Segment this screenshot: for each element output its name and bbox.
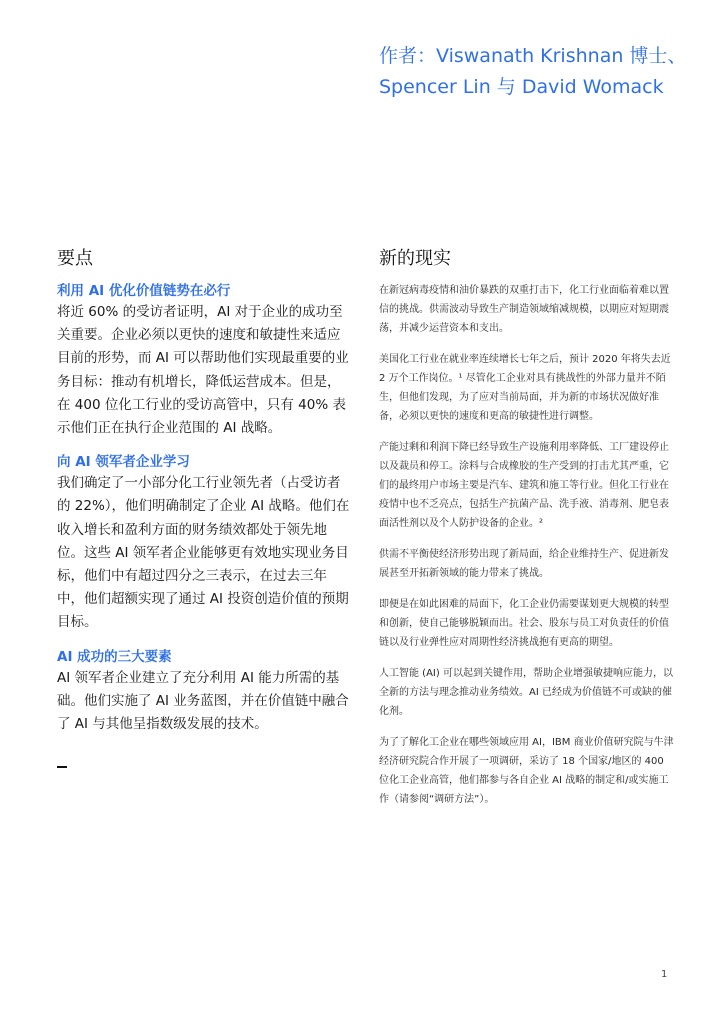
page-number: 1 xyxy=(661,969,668,980)
section-end-dash xyxy=(57,766,67,768)
key-point-body: AI 领军者企业建立了充分利用 AI 能力所需的基础。他们实施了 AI 业务蓝图，并在价值链中融合了 AI 与其他呈指数级发展的技术。 xyxy=(57,669,349,733)
body-paragraph: 美国化工行业在就业率连续增长七年之后，预计 2020 年将失去近 2 万个工作岗位。¹ 尽管化工企业对具有挑战性的外部力量并不陌生，但他们发现，为了应对当前局面，并为新的市场状况做好准备，必须以更快的速度和更高的敏捷性进行调整。 xyxy=(379,354,671,422)
body-paragraph: 在新冠病毒疫情和油价暴跌的双重打击下，化工行业面临着难以置信的挑战。供需波动导致生产制造领域缩减规模，以期应对短期震荡，并减少运营资本和支出。 xyxy=(379,285,669,334)
body-paragraph: 产能过剩和利润下降已经导致生产设施利用率降低、工厂建设停止以及裁员和停工。涂料与合成橡胶的生产受到的打击尤其严重，它们的最终用户市场主要是汽车、建筑和施工等行业。但化工行业在疫情中也不乏亮点，包括生产抗菌产品、洗手液、消毒剂、肥皂表面活性剂以及个人防护设备的企业。² xyxy=(379,442,669,529)
new-reality-title: 新的现实 xyxy=(379,248,451,269)
body-paragraph: 人工智能 (AI) 可以起到关键作用，帮助企业增强敏捷响应能力，以全新的方法与理念推动业务绩效。AI 已经成为价值链不可或缺的催化剂。 xyxy=(379,668,673,717)
key-point-heading: 向 AI 领军者企业学习 xyxy=(57,454,190,471)
key-point-body: 将近 60% 的受访者证明，AI 对于企业的成功至关重要。企业必须以更快的速度和敏捷性来适应目前的形势，而 AI 可以帮助他们实现最重要的业务目标：推动有机增长，降低运营成本。但是，在 400 位化工行业的受访高管中，只有 40% 表示他们正在执行企业范围的 AI 战略。 xyxy=(57,304,349,437)
key-point-body: 我们确定了一小部分化工行业领先者（占受访者的 22%），他们明确制定了企业 AI 战略。他们在收入增长和盈利方面的财务绩效都处于领先地位。这些 AI 领军者企业能够更有效地实现业务目标，他们中有超过四分之三表示，在过去三年中，他们超额实现了通过 AI 投资创造价值的预期目标。 xyxy=(57,475,350,631)
body-paragraph: 供需不平衡使经济形势出现了新局面，给企业维持生产、促进新发展甚至开拓新领域的能力带来了挑战。 xyxy=(379,549,669,579)
body-paragraph: 即便是在如此困难的局面下，化工企业仍需要谋划更大规模的转型和创新，使自己能够脱颖而出。社会、股东与员工对负责任的价值链以及行业弹性应对周期性经济挑战抱有更高的期望。 xyxy=(379,599,669,648)
key-point-heading: 利用 AI 优化价值链势在必行 xyxy=(57,283,231,299)
authors-heading: 作者：Viswanath Krishnan 博士、Spencer Lin 与 David Womack xyxy=(379,45,687,98)
key-points-title: 要点 xyxy=(57,248,93,269)
body-paragraph: 为了了解化工企业在哪些领域应用 AI，IBM 商业价值研究院与牛津经济研究院合作开展了一项调研，采访了 18 个国家/地区的 400 位化工企业高管，他们都参与各自企业 AI 战略的制定和/或实施工作（请参阅“调研方法”）。 xyxy=(379,737,674,805)
key-points-column xyxy=(57,245,352,768)
new-reality-column xyxy=(379,245,674,821)
key-point-heading: AI 成功的三大要素 xyxy=(57,648,172,665)
